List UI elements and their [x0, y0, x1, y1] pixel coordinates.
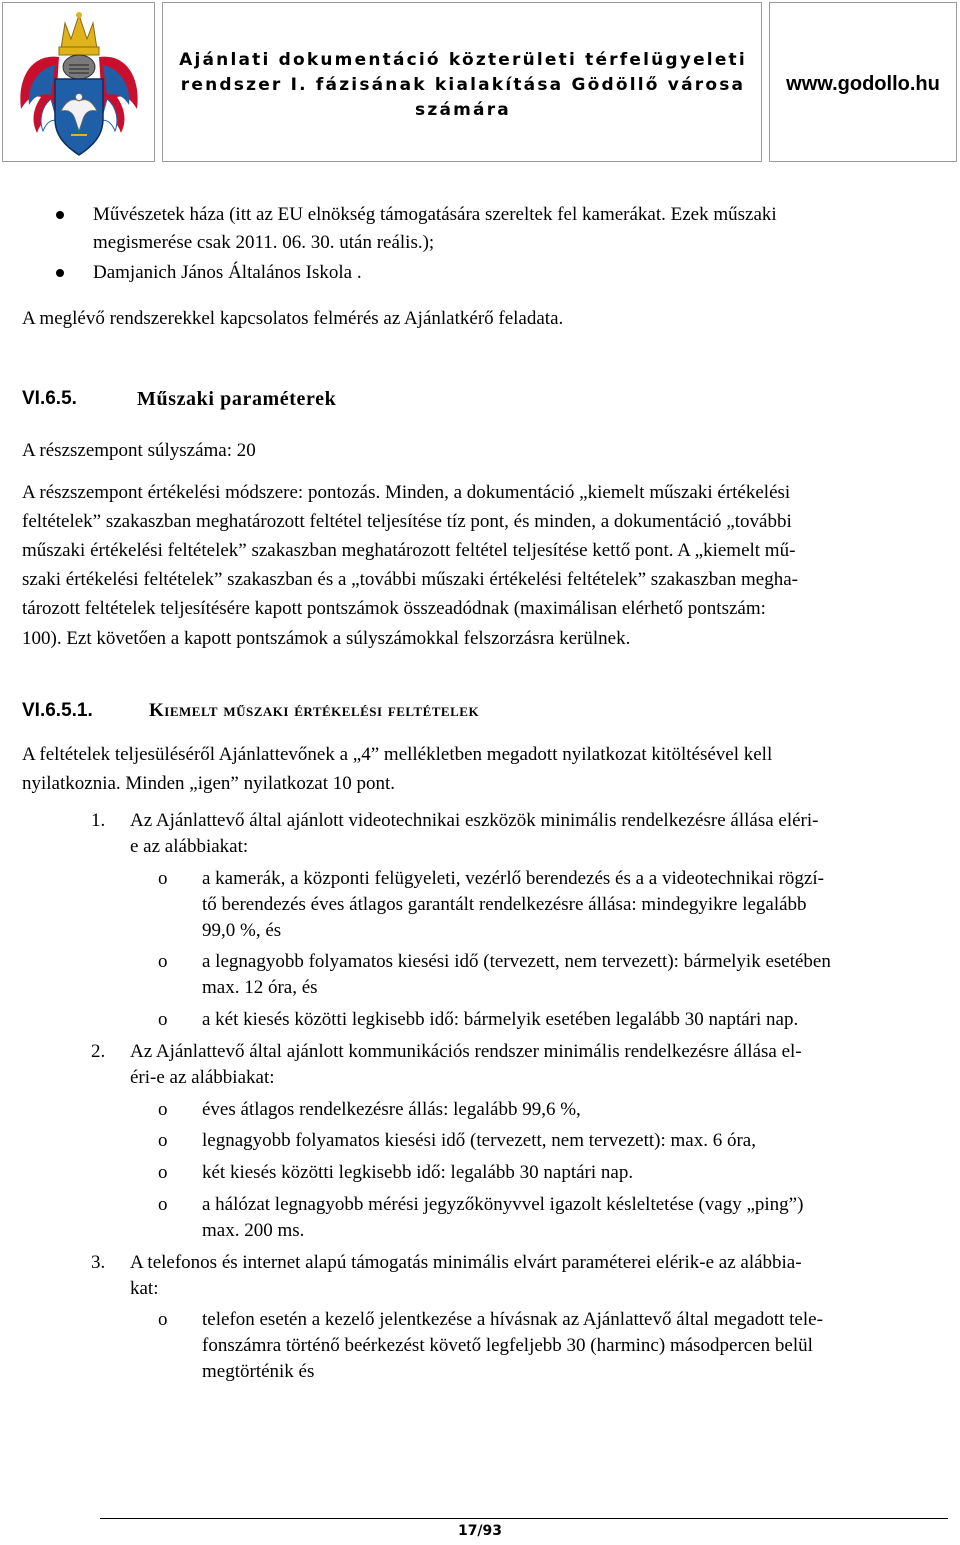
- sub-item-line: 99,0 %, és: [202, 920, 282, 941]
- item-number: 3.: [91, 1252, 106, 1273]
- logo-cell: [2, 2, 155, 162]
- sub-item-line: a két kiesés közötti legkisebb idő: bármelyik esetében legalább 30 naptári nap.: [202, 1009, 799, 1030]
- sub-item-line: megtörténik és: [202, 1361, 315, 1382]
- sub-item-line: telefon esetén a kezelő jelentkezése a hívásnak az Ajánlattevő által megadott tele-: [202, 1309, 823, 1330]
- sub-bullet-marker: o: [158, 1099, 168, 1120]
- page-header: [0, 0, 960, 165]
- sub-bullet-marker: o: [158, 1194, 168, 1215]
- sub-item-line: éves átlagos rendelkezésre állás: legalább 99,6 %,: [202, 1099, 581, 1120]
- sub-item-line: a legnagyobb folyamatos kiesési idő (tervezett, nem tervezett): bármelyik esetében: [202, 951, 831, 972]
- evaluation-paragraph-line: tározott feltételek teljesítésére kapott pontszámok összeadódnak (maximálisan elérhető pontszám:: [22, 598, 766, 619]
- bullet-icon: [56, 269, 64, 277]
- section-title: Műszaki paraméterek: [137, 388, 337, 410]
- header-url-cell: [769, 2, 957, 162]
- item-text-line: e az alábbiakat:: [130, 836, 249, 857]
- item-text-line: éri-e az alábbiakat:: [130, 1067, 275, 1088]
- intro-paragraph-line: nyilatkoznia. Minden „igen” nyilatkozat 10 pont.: [22, 773, 396, 794]
- survey-note: A meglévő rendszerekkel kapcsolatos felmérés az Ajánlatkérő feladata.: [22, 308, 564, 329]
- item-text-line: A telefonos és internet alapú támogatás minimális elvárt paraméterei elérik-e az alábbia-: [130, 1252, 802, 1273]
- sub-bullet-marker: o: [158, 868, 168, 889]
- sub-bullet-marker: o: [158, 1130, 168, 1151]
- weight-line: A részszempont súlyszáma: 20: [22, 440, 256, 461]
- evaluation-paragraph-line: feltételek” szakaszban meghatározott feltétel teljesítése tíz pont, és minden, a dokumentáció „további: [22, 511, 792, 532]
- evaluation-paragraph-line: A részszempont értékelési módszere: pontozás. Minden, a dokumentáció „kiemelt műszaki értékelési: [22, 482, 791, 503]
- subsection-number: VI.6.5.1.: [22, 700, 93, 721]
- item-number: 2.: [91, 1041, 106, 1062]
- sub-item-line: max. 200 ms.: [202, 1220, 305, 1241]
- item-text-line: kat:: [130, 1278, 159, 1299]
- sub-item-line: tő berendezés éves átlagos garantált rendelkezésre állása: mindegyikre legalább: [202, 894, 807, 915]
- website-link[interactable]: www.godollo.hu: [786, 73, 940, 95]
- header-title-cell: [162, 2, 762, 162]
- bullet-item-1-line2: megismerése csak 2011. 06. 30. után reális.);: [93, 232, 435, 253]
- godollo-coat-of-arms-icon: [11, 9, 147, 159]
- evaluation-paragraph-line: szaki értékelési feltételek” szakaszban és a „további műszaki értékelési feltételek” szakaszban megha-: [22, 569, 798, 590]
- subsection-title: Kiemelt műszaki értékelési feltételek: [149, 700, 480, 721]
- sub-bullet-marker: o: [158, 951, 168, 972]
- sub-bullet-marker: o: [158, 1009, 168, 1030]
- item-number: 1.: [91, 810, 106, 831]
- footer-rule: [100, 1518, 948, 1519]
- page-number: 17/93: [457, 1523, 503, 1539]
- sub-bullet-marker: o: [158, 1162, 168, 1183]
- sub-item-line: fonszámra történő beérkezést követő legfeljebb 30 (harminc) másodpercen belül: [202, 1335, 813, 1356]
- evaluation-paragraph-line: 100). Ezt követően a kapott pontszámok a súlyszámokkal felszorzásra kerülnek.: [22, 628, 631, 649]
- document-title: Ajánlati dokumentáció közterületi térfelügyeleti rendszer I. fázisának kialakítása Gödöllő városa számára: [179, 50, 747, 120]
- bullet-item-2: Damjanich János Általános Iskola .: [93, 262, 362, 283]
- sub-item-line: legnagyobb folyamatos kiesési idő (tervezett, nem tervezett): max. 6 óra,: [202, 1130, 756, 1151]
- bullet-item-1-line1: Művészetek háza (itt az EU elnökség támogatására szereltek fel kamerákat. Ezek műszaki: [93, 204, 777, 225]
- sub-item-line: a hálózat legnagyobb mérési jegyzőkönyvvel igazolt késleltetése (vagy „ping”): [202, 1194, 804, 1215]
- bullet-icon: [56, 211, 64, 219]
- sub-item-line: max. 12 óra, és: [202, 977, 318, 998]
- sub-item-line: két kiesés közötti legkisebb idő: legalább 30 naptári nap.: [202, 1162, 634, 1183]
- evaluation-paragraph-line: műszaki értékelési feltételek” szakaszban meghatározott feltétel teljesítése kettő pont. A „kiemelt mű-: [22, 540, 796, 561]
- sub-item-line: a kamerák, a központi felügyeleti, vezérlő berendezés és a a videotechnikai rögzí-: [202, 868, 824, 889]
- intro-paragraph-line: A feltételek teljesüléséről Ajánlattevőnek a „4” mellékletben megadott nyilatkozat kitöltésével kell: [22, 744, 773, 765]
- sub-bullet-marker: o: [158, 1309, 168, 1330]
- item-text-line: Az Ajánlattevő által ajánlott kommunikációs rendszer minimális rendelkezésre állása el-: [130, 1041, 802, 1062]
- item-text-line: Az Ajánlattevő által ajánlott videotechnikai eszközök minimális rendelkezésre állása eléri-: [130, 810, 819, 831]
- section-number: VI.6.5.: [22, 388, 77, 409]
